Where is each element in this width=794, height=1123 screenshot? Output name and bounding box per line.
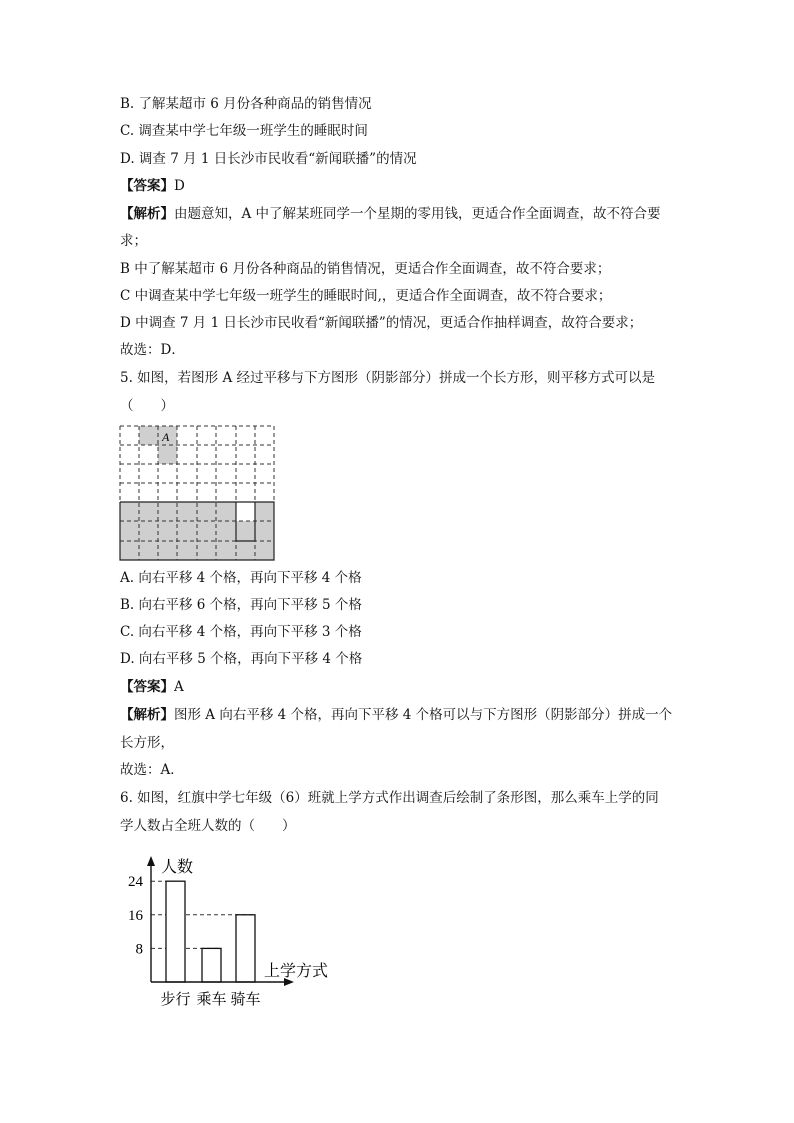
bar-chart	[118, 850, 358, 1015]
q5-stem-line2: （ ）	[120, 398, 174, 414]
y-axis-title: 人数	[161, 857, 194, 876]
x-axis-title: 上学方式	[264, 961, 329, 980]
q6-stem-line1: 6. 如图，红旗中学七年级（6）班就上学方式作出调查后绘制了条形图，那么乘车上学的同	[120, 790, 659, 806]
analysis-text: 图形 A 向右平移 4 个格，再向下平移 4 个格可以与下方图形（阴影部分）拼成一个	[174, 707, 673, 723]
q4-option-c: C. 调查某中学七年级一班学生的睡眠时间	[120, 123, 368, 139]
q4-analysis-line2: 求；	[120, 233, 147, 249]
q4-conclusion: 故选：D．	[120, 342, 185, 358]
q5-answer	[120, 678, 184, 696]
q5-option-d: D. 向右平移 5 个格，再向下平移 4 个格	[120, 651, 363, 667]
answer-label: 【答案】	[120, 679, 174, 695]
q5-option-b: B. 向右平移 6 个格，再向下平移 5 个格	[120, 597, 362, 613]
q5-analysis-line1	[120, 706, 672, 724]
y-tick-label: 24	[128, 874, 143, 891]
y-axis-arrow	[147, 856, 155, 866]
bar-步行	[166, 881, 185, 982]
analysis-text: 由题意知，A 中了解某班同学一个星期的零用钱，更适合作全面调查，故不符合要	[174, 206, 661, 222]
y-tick-label: 8	[135, 941, 143, 958]
q4-answer	[120, 177, 185, 195]
q5-conclusion: 故选：A．	[120, 762, 184, 778]
translation-grid-figure	[118, 424, 278, 562]
answer-label: 【答案】	[120, 178, 174, 194]
bar-乘车	[202, 948, 221, 982]
q4-option-b: B. 了解某超市 6 月份各种商品的销售情况	[120, 96, 372, 112]
x-category-label: 步行	[160, 990, 191, 1008]
x-category-label: 骑车	[230, 990, 261, 1008]
x-category-label: 乘车	[196, 990, 227, 1008]
q5-option-c: C. 向右平移 4 个格，再向下平移 3 个格	[120, 624, 362, 640]
q4-analysis-line5: D 中调查 7 月 1 日长沙市民收看“新闻联播”的情况，更适合作抽样调查，故符合要求；	[120, 315, 643, 331]
answer-value: D	[174, 178, 185, 194]
q4-analysis-line4: C 中调查某中学七年级一班学生的睡眠时间,，更适合作全面调查，故不符合要求；	[120, 288, 612, 304]
q5-option-a: A. 向右平移 4 个格，再向下平移 4 个格	[120, 570, 362, 586]
q5-stem-line1: 5. 如图，若图形 A 经过平移与下方图形（阴影部分）拼成一个长方形，则平移方式可以是	[120, 370, 656, 386]
q5-analysis-line2: 长方形，	[120, 735, 174, 751]
q4-analysis-line3: B 中了解某超市 6 月份各种商品的销售情况，更适合作全面调查，故不符合要求；	[120, 261, 611, 277]
shape-a-label: A	[162, 430, 170, 444]
q6-stem-line2: 学人数占全班人数的（ ）	[120, 818, 296, 834]
analysis-label: 【解析】	[120, 707, 174, 723]
y-tick-label: 16	[128, 907, 143, 924]
bar-骑车	[236, 915, 255, 982]
answer-value: A	[174, 679, 184, 695]
analysis-label: 【解析】	[120, 206, 174, 222]
q4-analysis-line1	[120, 205, 661, 223]
q4-option-d: D. 调查 7 月 1 日长沙市民收看“新闻联播”的情况	[120, 151, 417, 167]
